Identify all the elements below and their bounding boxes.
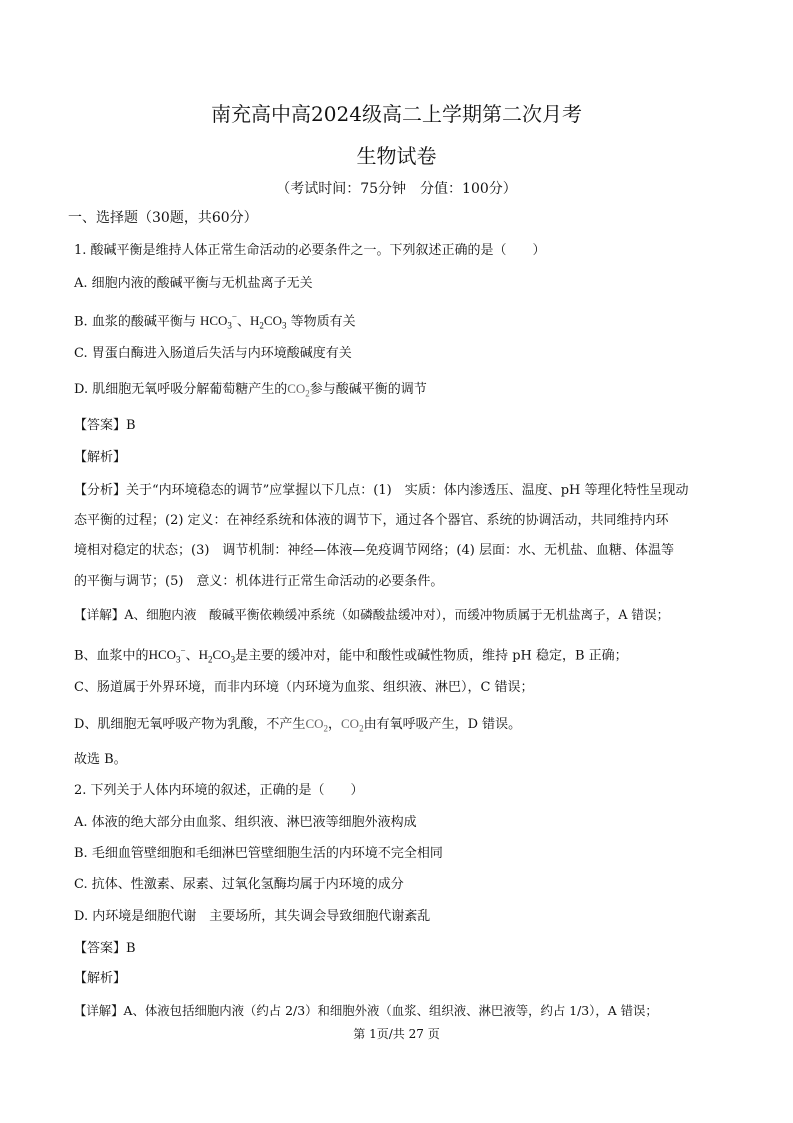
q1-option-d bbox=[74, 380, 427, 403]
section-heading: 一、选择题（30题，共60分） bbox=[68, 210, 258, 226]
q1-option-c: C. 胃蛋白酶进入肠道后失活与内环境酸碱度有关 bbox=[74, 346, 352, 361]
q2-option-b: B. 毛细血管壁细胞和毛细淋巴管壁细胞生活的内环境不完全相同 bbox=[74, 846, 443, 861]
exam-title: 南充高中高2024级高二上学期第二次月考 bbox=[211, 102, 582, 126]
q1-fenxi-line-3: 境相对稳定的状态；(3) 调节机制：神经—体液—免疫调节网络；(4) 层面：水、无机盐、血糖、体温等 bbox=[74, 543, 674, 558]
exam-info: （考试时间：75分钟 分值：100分） bbox=[276, 181, 517, 197]
q1-xiangjie-d-prefix: D、肌细胞无氧呼吸产物为乳酸，不产生 bbox=[74, 717, 306, 732]
q1-fenxi-line-2: 态平衡的过程；(2) 定义：在神经系统和体液的调节下，通过各个器官、系统的协调活动，共同维持内环 bbox=[74, 513, 669, 528]
q2-answer: 【答案】B bbox=[74, 941, 136, 956]
q1-option-b bbox=[74, 308, 356, 335]
q1-fenxi-line-4: 的平衡与调节；(5) 意义：机体进行正常生命活动的必要条件。 bbox=[74, 574, 444, 589]
formula-co2: $CO_2$ bbox=[287, 381, 310, 399]
q2-analysis-label: 【解析】 bbox=[74, 971, 127, 986]
formula-h2co3-2: $H_2CO_3$ bbox=[198, 647, 236, 665]
formula-separator: 、 bbox=[237, 314, 251, 330]
q1-xiangjie-b-suffix: 是主要的缓冲对，能中和酸性或碱性物质，维持 pH 稳定，B 正确； bbox=[235, 648, 628, 664]
formula-separator-2: 、 bbox=[185, 648, 199, 664]
page-footer: 第 1页/共 27 页 bbox=[353, 1027, 440, 1041]
q2-xiangjie-a: 【详解】A、体液包括细胞内液（约占 2/3）和细胞外液（血浆、组织液、淋巴液等，约占 1/3），A 错误； bbox=[74, 1003, 658, 1018]
subject-title: 生物试卷 bbox=[356, 144, 437, 168]
q1-xiangjie-c: C、肠道属于外界环境，而非内环境（内环境为血浆、组织液、淋巴），C 错误； bbox=[74, 680, 534, 695]
q1-analysis-label: 【解析】 bbox=[74, 450, 127, 465]
q1-option-a: A. 细胞内液的酸碱平衡与无机盐离子无关 bbox=[74, 276, 313, 291]
q1-option-b-suffix: 等物质有关 bbox=[290, 314, 356, 330]
q2-stem: 2. 下列关于人体内环境的叙述，正确的是（ ） bbox=[74, 783, 364, 798]
q1-xiangjie-a: 【详解】A、细胞内液 酸碱平衡依赖缓冲系统（如磷酸盐缓冲对），而缓冲物质属于无机盐离子，A 错误； bbox=[74, 607, 670, 622]
q1-xiangjie-b-prefix: B、血浆中的 bbox=[74, 648, 149, 664]
q1-answer: 【答案】B bbox=[74, 418, 136, 433]
formula-h2co3: $H_2CO_3$ bbox=[250, 313, 287, 331]
q2-option-c: C. 抗体、性激素、尿素、过氧化氢酶均属于内环境的成分 bbox=[74, 877, 404, 892]
formula-co2-3: $CO_2$ bbox=[341, 716, 364, 734]
q1-xiangjie-d bbox=[74, 715, 521, 738]
q1-xiangjie-b bbox=[74, 642, 628, 669]
formula-hco3: $HCO_3^-$ bbox=[199, 312, 237, 331]
formula-hco3-2: $HCO_3^-$ bbox=[148, 646, 186, 665]
q1-option-b-prefix: B. 血浆的酸碱平衡与 bbox=[74, 314, 196, 330]
q1-fenxi-line-1: 【分析】关于“内环境稳态的调节”应掌握以下几点：(1) 实质：体内渗透压、温度、pH 等理化特性呈现动 bbox=[74, 483, 689, 498]
q1-option-d-prefix: D. 肌细胞无氧呼吸分解葡萄糖产生的 bbox=[74, 382, 288, 397]
q2-option-a: A. 体液的绝大部分由血浆、组织液、淋巴液等细胞外液构成 bbox=[74, 815, 417, 830]
q1-stem: 1. 酸碱平衡是维持人体正常生命活动的必要条件之一。下列叙述正确的是（ ） bbox=[74, 243, 546, 258]
q1-choose: 故选 B。 bbox=[74, 752, 127, 767]
formula-co2-2: $CO_2$ bbox=[305, 716, 328, 734]
q1-xiangjie-d-mid: ， bbox=[328, 717, 342, 732]
q2-option-d: D. 内环境是细胞代谢 主要场所，其失调会导致细胞代谢紊乱 bbox=[74, 909, 431, 924]
q1-option-d-suffix: 参与酸碱平衡的调节 bbox=[309, 382, 427, 397]
q1-xiangjie-d-suffix: 由有氧呼吸产生，D 错误。 bbox=[363, 717, 522, 732]
